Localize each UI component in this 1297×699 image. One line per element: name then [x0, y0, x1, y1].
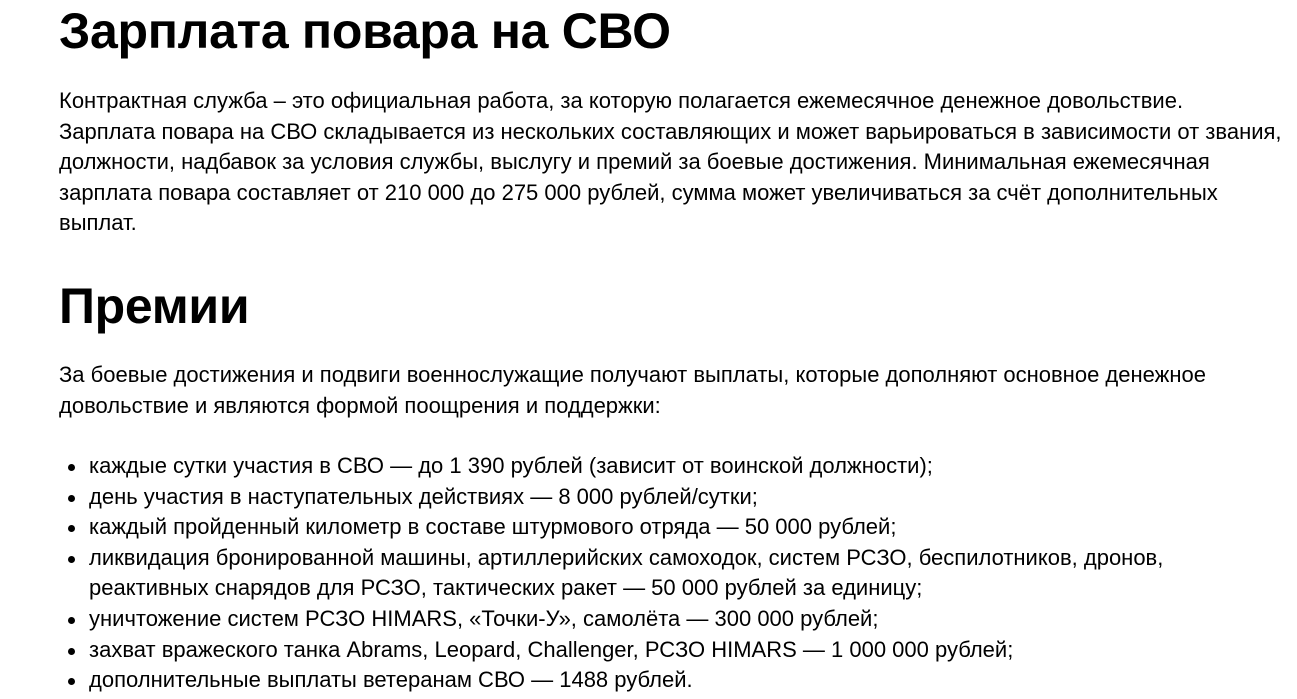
bullet-icon	[68, 495, 75, 502]
bonuses-paragraph: За боевые достижения и подвиги военнослужащие получают выплаты, которые дополняют основное денежное довольствие и являются формой поощрения и поддержки:	[59, 362, 1206, 418]
bullet-icon	[68, 678, 75, 685]
salary-heading: Зарплата повара на СВО	[59, 3, 671, 59]
salary-paragraph: Контрактная служба – это официальная работа, за которую полагается ежемесячное денежное довольствие. Зарплата повара на СВО складывается из нескольких составляющих и может варьироваться в зависимости от звания, должности, надбавок за условия службы, выслугу и премий за боевые достижения. Минимальная ежемесячная зарплата повара составляет от 210 000 до 275 000 рублей, сумма может увеличиваться за счёт дополнительных выплат.	[59, 88, 1282, 235]
bonus-item-text: захват вражеского танка Abrams, Leopard, Challenger, РСЗО HIMARS — 1 000 000 рублей;	[89, 636, 1014, 662]
bonus-list-item	[59, 512, 1284, 543]
bonus-item-text: каждый пройденный километр в составе штурмового отряда — 50 000 рублей;	[89, 514, 897, 540]
bonus-item-text: каждые сутки участия в СВО — до 1 390 рублей (зависит от воинской должности);	[89, 453, 933, 478]
bonus-list-item	[59, 543, 1284, 604]
bonuses-heading: Премии	[59, 278, 250, 334]
bullet-icon	[68, 648, 75, 655]
bullet-icon	[68, 464, 75, 471]
bonus-list-item	[59, 665, 1284, 696]
bonus-list-item	[59, 604, 1284, 635]
bonus-list-item	[59, 451, 1284, 482]
bonus-item-text: уничтожение систем РСЗО HIMARS, «Точки-У», самолёта — 300 000 рублей;	[89, 605, 879, 631]
bullet-icon	[68, 617, 75, 624]
bonus-list-item	[59, 482, 1284, 513]
bullet-icon	[68, 556, 75, 563]
bonus-item-text: дополнительные выплаты ветеранам СВО — 1488 рублей.	[89, 667, 693, 693]
bonus-item-text: ликвидация бронированной машины, артиллерийских самоходок, систем РСЗО, беспилотников, дронов, реактивных снарядов для РСЗО, тактических ракет — 50 000 рублей за единицу;	[89, 544, 1164, 601]
bonus-item-text: день участия в наступательных действиях — 8 000 рублей/сутки;	[89, 483, 758, 509]
bonuses-list	[59, 451, 1284, 696]
bullet-icon	[68, 525, 75, 532]
bonus-list-item	[59, 635, 1284, 666]
